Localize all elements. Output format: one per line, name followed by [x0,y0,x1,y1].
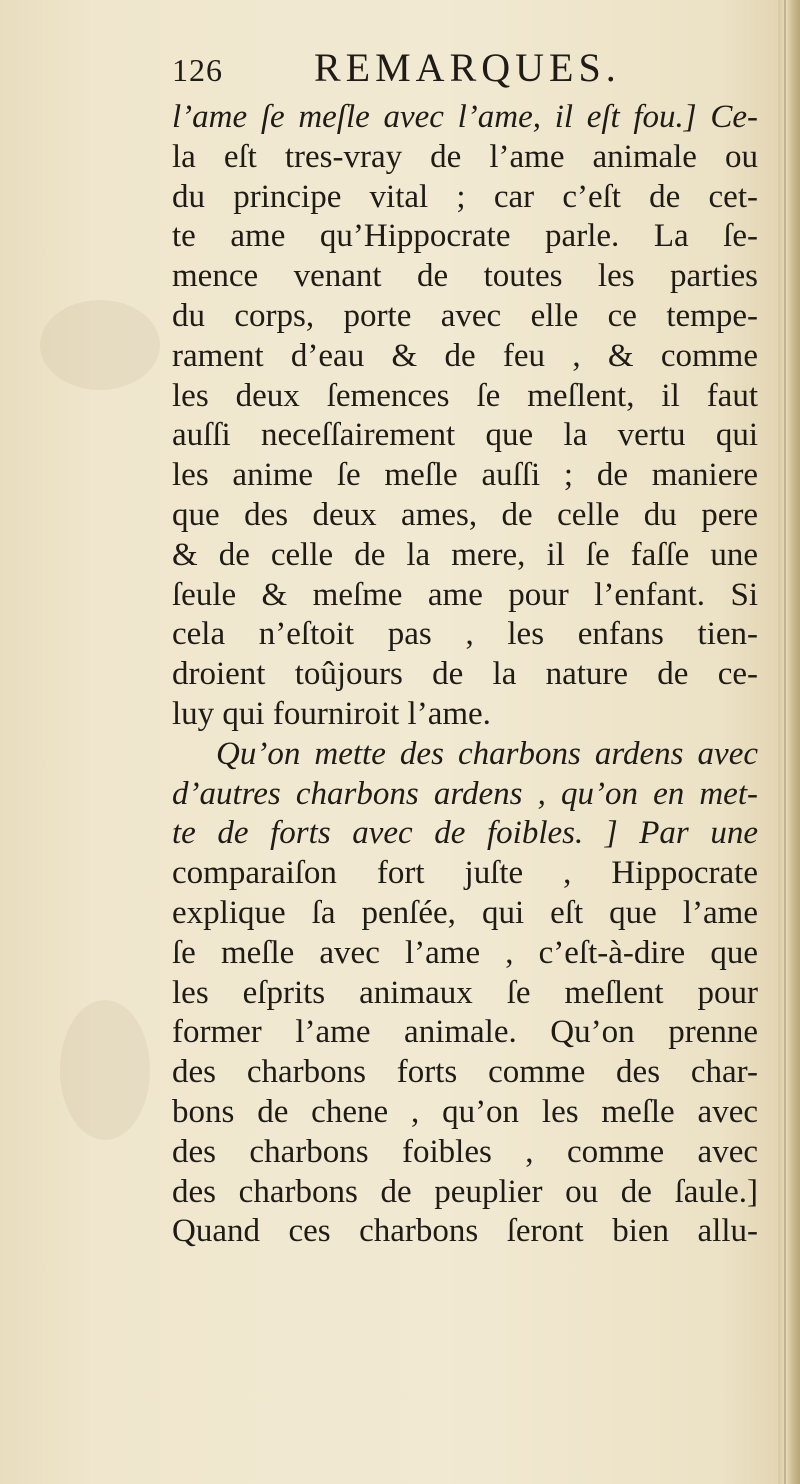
text-line: d’autres charbons ardens , qu’on en met- [172,775,758,812]
text-line: que des deux ames, de celle du pere [172,496,758,533]
text-line: bons de chene , qu’on les meſle avec [172,1093,758,1130]
text-line: les deux ſemences ſe meſlent, il faut [172,377,758,414]
text-block [172,44,772,1252]
text-line: les anime ſe meſle auſſi ; de maniere [172,457,758,494]
running-head-title: REMARQUES. [314,45,621,90]
text-line: des charbons foibles , comme avec [172,1133,758,1170]
text-line: luy qui fourniroit l’ame. [172,695,491,732]
text-line: te ame qu’Hippocrate parle. La ſe- [172,218,758,255]
text-line: ſe meſle avec l’ame , c’eſt-à-dire que [172,934,758,971]
text-line: l’ame ſe meſle avec l’ame, il eſt fou.] Ce- [172,99,758,135]
text-line: ſeule & meſme ame pour l’enfant. Si [172,576,758,613]
page-gutter [778,0,800,1484]
text-line: & de celle de la mere, il ſe faſſe une [172,536,758,573]
text-line: du principe vital ; car c’eſt de cet- [172,178,758,215]
text-line: droient toûjours de la nature de ce- [172,656,758,693]
text-line: te de forts avec de foibles. ] Par une [172,815,758,852]
text-line: des charbons de peuplier ou de ſaule.] [172,1173,758,1210]
text-line: rament d’eau & de feu , & comme [172,337,758,374]
text-line: du corps, porte avec elle ce tempe- [172,297,758,334]
text-line: les eſprits animaux ſe meſlent pour [172,974,758,1011]
running-head [172,44,772,98]
text-line: comparaiſon fort juſte , Hippocrate [172,855,758,892]
paper-stain [60,1000,150,1140]
page-number: 126 [172,52,223,88]
paper-stain [40,300,160,390]
text-line: Quand ces charbons ſeront bien allu- [172,1213,758,1250]
text-line: auſſi neceſſairement que la vertu qui [172,417,758,454]
gutter-edge-line [784,0,786,1484]
text-line: cela n’eſtoit pas , les enfans tien- [172,616,758,653]
text-line: la eſt tres-vray de l’ame animale ou [172,138,758,175]
text-line: des charbons forts comme des char- [172,1054,758,1091]
text-line: Qu’on mette des charbons ardens avec [216,735,758,772]
text-line: mence venant de toutes les parties [172,258,758,295]
text-line: explique ſa penſée, qui eſt que l’ame [172,894,758,931]
text-line: former l’ame animale. Qu’on prenne [172,1014,758,1051]
